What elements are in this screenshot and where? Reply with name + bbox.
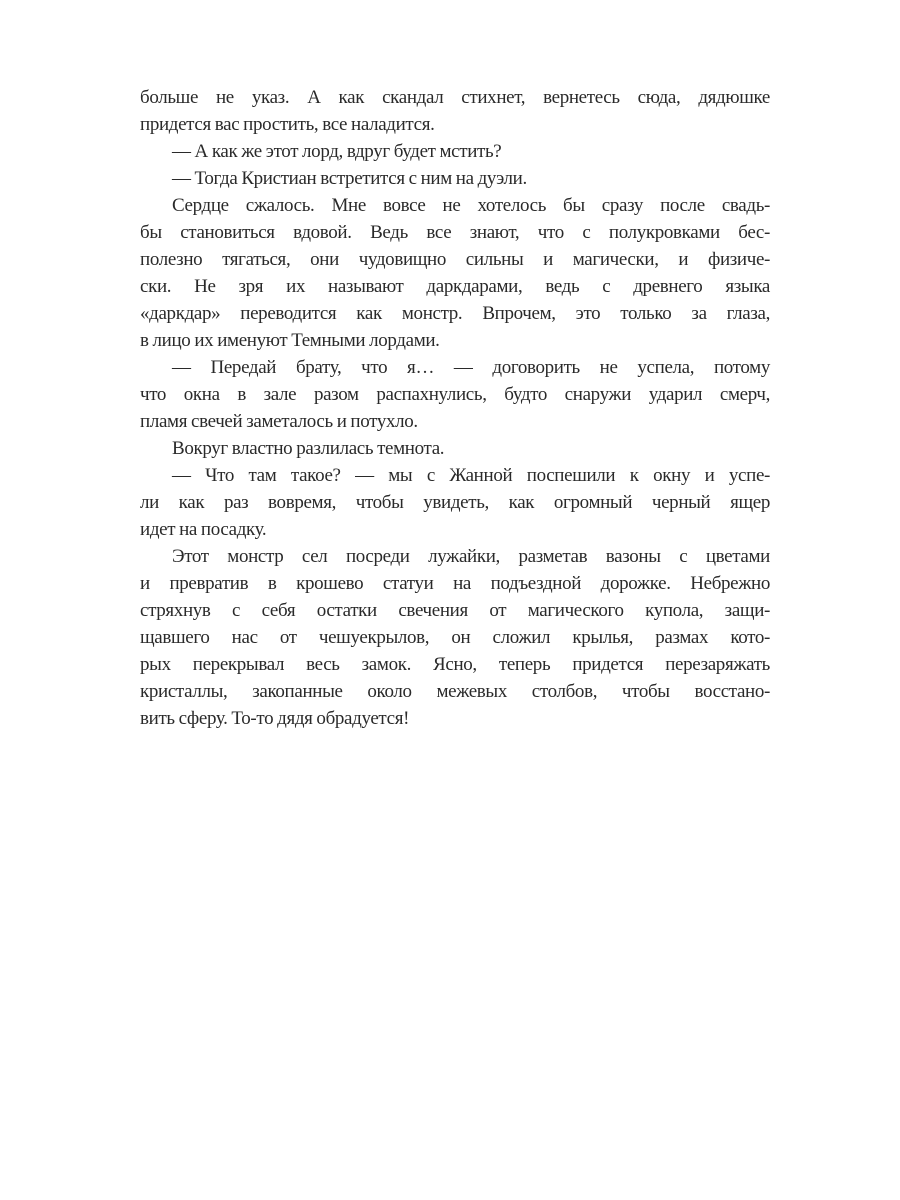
text-line: и превратив в крошево статуи на подъездной дорожке. Небрежно [140,573,770,594]
text-line: пламя свечей заметалось и потухло. [140,411,418,432]
text-line: ски. Не зря их называют даркдарами, ведь с древнего языка [140,276,770,297]
text-line: — Что там такое? — мы с Жанной поспешили к окну и успе- [172,465,770,486]
paragraph [140,354,770,435]
text-line: в лицо их именуют Темными лордами. [140,330,440,351]
text-line: — Передай брату, что я… — договорить не успела, потому [172,357,770,378]
text-line: Вокруг властно разлилась темнота. [172,438,445,459]
text-line: бы становиться вдовой. Ведь все знают, что с полукровками бес- [140,222,770,243]
paragraph [140,138,770,165]
text-line: «даркдар» переводится как монстр. Впрочем, это только за глаза, [140,303,770,324]
text-line: вить сферу. То-то дядя обрадуется! [140,708,410,729]
text-line: — Тогда Кристиан встретится с ним на дуэли. [172,168,527,189]
text-line: — А как же этот лорд, вдруг будет мстить? [172,141,502,162]
text-line: стряхнув с себя остатки свечения от магического купола, защи- [140,600,770,621]
text-line: ли как раз вовремя, чтобы увидеть, как огромный черный ящер [140,492,770,513]
text-line: полезно тягаться, они чудовищно сильны и магически, и физиче- [140,249,770,270]
paragraph [140,543,770,732]
text-line: рых перекрывал весь замок. Ясно, теперь придется перезаряжать [140,654,770,675]
text-line: кристаллы, закопанные около межевых столбов, чтобы восстано- [140,681,770,702]
paragraph [140,435,770,462]
text-line: Этот монстр сел посреди лужайки, разметав вазоны с цветами [172,546,770,567]
text-line: идет на посадку. [140,519,267,540]
text-line: придется вас простить, все наладится. [140,114,435,135]
text-line: Сердце сжалось. Мне вовсе не хотелось бы сразу после свадь- [172,195,770,216]
paragraph [140,84,770,138]
paragraph [140,462,770,543]
text-line: что окна в зале разом распахнулись, будто снаружи ударил смерч, [140,384,770,405]
paragraph [140,165,770,192]
text-line: щавшего нас от чешуекрылов, он сложил крылья, размах кото- [140,627,770,648]
paragraph [140,192,770,354]
text-line: больше не указ. А как скандал стихнет, вернетесь сюда, дядюшке [140,87,770,108]
book-page-text [140,84,770,732]
